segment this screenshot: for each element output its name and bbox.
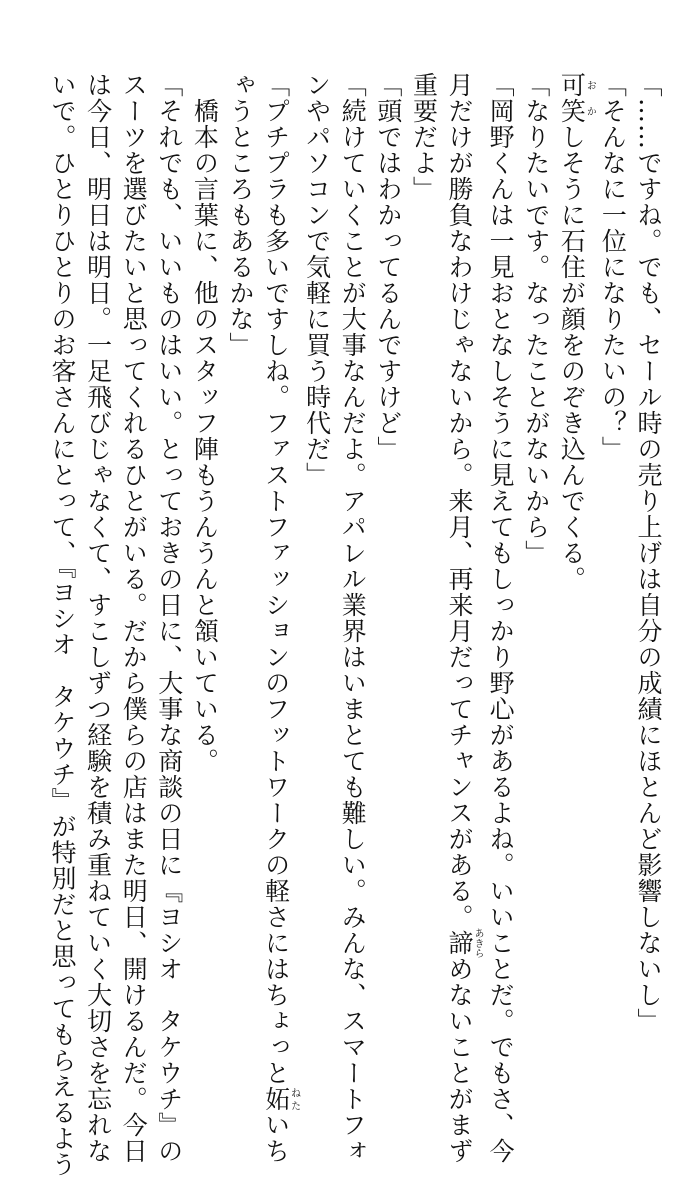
text-line: は今日、明日は明日。一足飛びじゃなくて、すこしずつ経験を積み重ねていく大切さを忘れな <box>83 72 113 1164</box>
text-line: 可笑おかしそうに石住が顔をのぞき込んでくる。 <box>557 72 596 592</box>
text-line: スーツを選びたいと思ってくれるひとがいる。だから僕らの店はまた明日、開けるんだ。今日 <box>119 72 149 1164</box>
text-line: ゃうところもあるかな」 <box>225 72 255 358</box>
ruby-akirame: 諦あきら <box>445 928 484 958</box>
text-line: 「頭ではわかってるんですけど」 <box>373 72 403 462</box>
ruby-netamu: 妬ねた <box>261 1086 300 1112</box>
text-line: 重要だよ」 <box>409 72 439 202</box>
text-line: 橋本の言葉に、他のスタッフ陣もうんうんと頷いている。 <box>190 72 220 774</box>
text-line: いで。ひとりひとりのお客さんにとって、『ヨシオ タケウチ』が特別だと思ってもらえるよう <box>48 72 77 1178</box>
text-line: 「……ですね。でも、セール時の売り上げは自分の成績にほとんど影響しないし」 <box>634 72 663 1034</box>
text-line: 「そんなに一位になりたいの？」 <box>598 72 628 462</box>
text-line: ンやパソコンで気軽に買う時代だ」 <box>302 72 332 488</box>
ruby-okashi: 可笑おか <box>557 72 596 124</box>
vertical-text-column <box>44 72 666 1178</box>
text-line: 「それでも、いいものはいい。とっておきの日に、大事な商談の日に『ヨシオ タケウチ』の <box>154 72 184 1164</box>
text-line: 「なりたいです。なったことがないから」 <box>521 72 551 566</box>
text-line: 「プチプラも多いですしね。ファストファッションのフットワークの軽さにはちょっと妬ねたいち <box>261 72 300 1164</box>
text-line: 月だけが勝負なわけじゃないから。来月、再来月だってチャンスがある。諦あきらめないことがまず <box>445 72 484 1164</box>
text-line: 「岡野くんは一見おとなしそうに見えてもしっかり野心があるよね。いいことだ。でもさ、今 <box>486 72 516 1164</box>
text-line: 「続けていくことが大事なんだよ。アパレル業界はいまとても難しい。みんな、スマートフォ <box>338 72 368 1164</box>
